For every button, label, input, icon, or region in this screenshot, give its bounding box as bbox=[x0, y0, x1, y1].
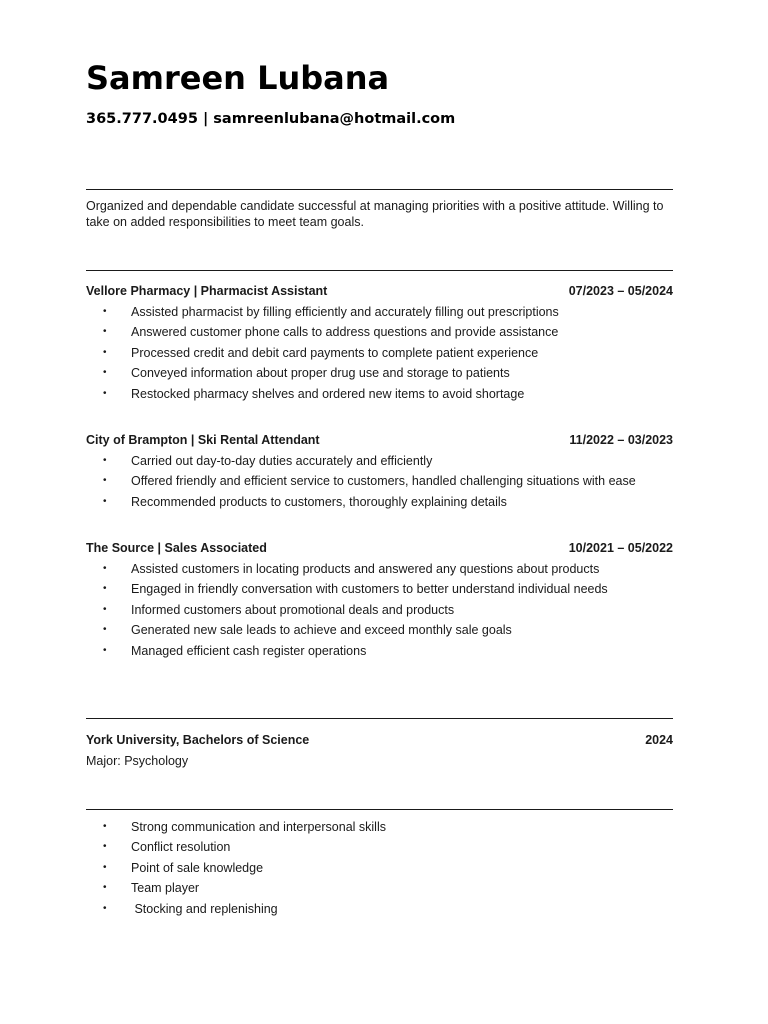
bullet-icon: • bbox=[103, 644, 107, 656]
bullet-icon: • bbox=[103, 387, 107, 399]
list-item: • Conflict resolution bbox=[86, 837, 676, 857]
job-title: City of Brampton | Ski Rental Attendant bbox=[86, 433, 320, 447]
job-header bbox=[86, 431, 673, 449]
bullet-icon: • bbox=[103, 326, 107, 338]
bullet-icon: • bbox=[103, 306, 107, 317]
bullet-icon: • bbox=[103, 475, 107, 487]
bullet-icon: • bbox=[103, 495, 107, 507]
job-header bbox=[86, 539, 673, 557]
list-item: • Recommended products to customers, thoroughly explaining details bbox=[86, 492, 676, 512]
bullet-icon: • bbox=[103, 624, 107, 636]
job-bullet-list bbox=[86, 559, 676, 661]
section-divider bbox=[86, 718, 673, 719]
bullet-icon: • bbox=[103, 882, 107, 894]
bullet-icon: • bbox=[103, 367, 107, 379]
job-bullet-list bbox=[86, 302, 676, 404]
major-text: Major: Psychology bbox=[86, 754, 189, 768]
bullet-icon: • bbox=[103, 583, 107, 595]
job-bullet-list bbox=[86, 451, 676, 512]
bullet-icon: • bbox=[103, 821, 107, 832]
list-item: • Processed credit and debit card payments to complete patient experience bbox=[86, 343, 676, 363]
bullet-icon: • bbox=[103, 346, 107, 358]
list-item: • Assisted customers in locating products and answered any questions about products bbox=[86, 559, 676, 579]
bullet-icon: • bbox=[103, 861, 107, 873]
skills-list bbox=[86, 817, 676, 919]
list-item: • Strong communication and interpersonal skills bbox=[86, 817, 676, 837]
education-header bbox=[86, 731, 673, 749]
contact-info: 365.777.0495 | samreenlubana@hotmail.com bbox=[86, 111, 456, 127]
job-dates: 07/2023 – 05/2024 bbox=[568, 284, 673, 298]
bullet-icon: • bbox=[103, 563, 107, 574]
list-item: • Stocking and replenishing bbox=[86, 899, 676, 919]
list-item: • Conveyed information about proper drug use and storage to patients bbox=[86, 363, 676, 383]
list-item: • Generated new sale leads to achieve and exceed monthly sale goals bbox=[86, 620, 676, 640]
list-item: • Offered friendly and efficient service to customers, handled challenging situations with ease bbox=[86, 471, 676, 491]
list-item: • Point of sale knowledge bbox=[86, 858, 676, 878]
graduation-year: 2024 bbox=[645, 733, 673, 747]
bullet-icon: • bbox=[103, 902, 107, 914]
list-item: • Restocked pharmacy shelves and ordered new items to avoid shortage bbox=[86, 384, 676, 404]
bullet-icon: • bbox=[103, 603, 107, 615]
bullet-icon: • bbox=[103, 841, 107, 853]
list-item: • Assisted pharmacist by filling efficiently and accurately filling out prescriptions bbox=[86, 302, 676, 322]
school-degree: York University, Bachelors of Science bbox=[86, 733, 310, 747]
job-header bbox=[86, 282, 673, 300]
list-item: • Team player bbox=[86, 878, 676, 898]
job-title: Vellore Pharmacy | Pharmacist Assistant bbox=[86, 284, 328, 298]
section-divider bbox=[86, 270, 673, 271]
candidate-name: Samreen Lubana bbox=[86, 59, 390, 97]
list-item: • Informed customers about promotional deals and products bbox=[86, 600, 676, 620]
section-divider bbox=[86, 809, 673, 810]
job-title: The Source | Sales Associated bbox=[86, 541, 267, 555]
bullet-icon: • bbox=[103, 455, 107, 466]
summary-text: Organized and dependable candidate successful at managing priorities with a positive attitude. Willing to take on added responsibilities to meet team goals. bbox=[86, 199, 664, 229]
job-dates: 11/2022 – 03/2023 bbox=[569, 433, 673, 447]
section-divider bbox=[86, 189, 673, 190]
list-item: • Answered customer phone calls to address questions and provide assistance bbox=[86, 322, 676, 342]
list-item: • Managed efficient cash register operations bbox=[86, 641, 676, 661]
list-item: • Engaged in friendly conversation with customers to better understand individual needs bbox=[86, 579, 676, 599]
job-dates: 10/2021 – 05/2022 bbox=[568, 541, 673, 555]
list-item: • Carried out day-to-day duties accurately and efficiently bbox=[86, 451, 676, 471]
